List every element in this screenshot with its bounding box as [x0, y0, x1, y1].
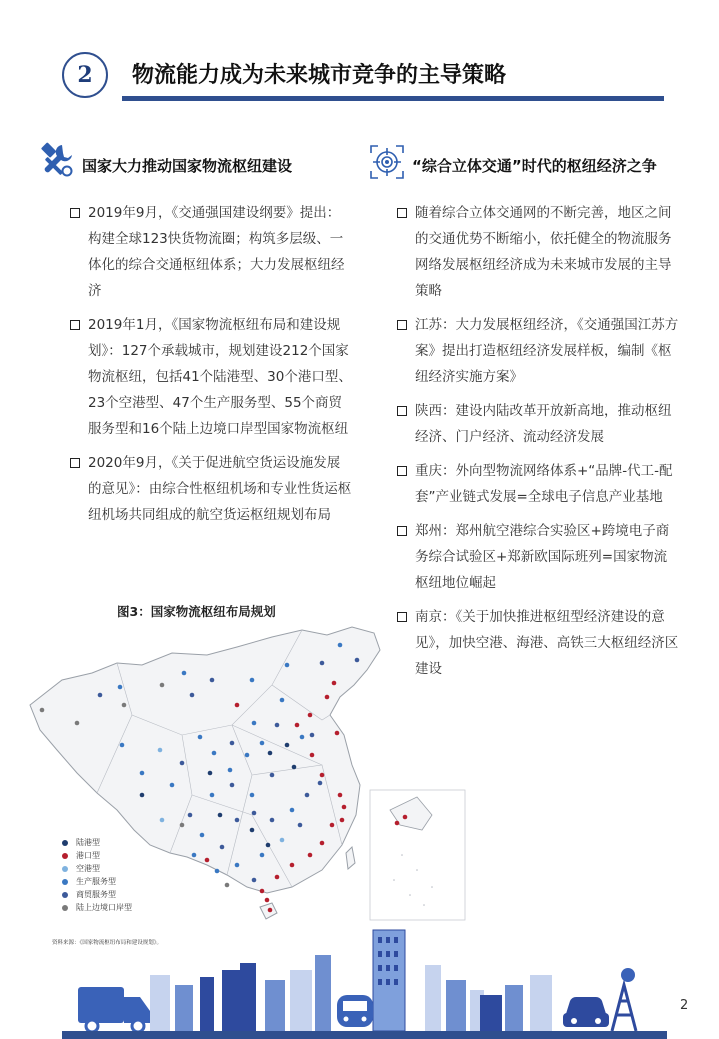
legend-item: 商贸服务型: [62, 888, 132, 901]
hub-dot: [98, 693, 103, 698]
legend-dot: [62, 866, 68, 872]
square-bullet-icon: [397, 406, 407, 416]
hub-dot: [305, 793, 310, 798]
hub-dot: [220, 845, 225, 850]
hub-dot: [266, 843, 271, 848]
legend-item: 生产服务型: [62, 875, 132, 888]
left-bullet-list: [70, 200, 352, 536]
square-bullet-icon: [70, 458, 80, 468]
list-item: 江苏：大力发展枢纽经济，《交通强国江苏方案》提出打造枢纽经济发展样板，编制《枢纽经济实施方案》: [397, 312, 679, 390]
hub-dot: [268, 751, 273, 756]
hub-dot: [285, 663, 290, 668]
hub-dot: [252, 811, 257, 816]
hub-dot: [208, 771, 213, 776]
hub-dot: [338, 643, 343, 648]
hub-dot: [355, 658, 360, 663]
hub-dot: [325, 695, 330, 700]
hub-dot: [252, 878, 257, 883]
hub-dot: [118, 685, 123, 690]
section-title: 物流能力成为未来城市竞争的主导策略: [132, 63, 507, 88]
car-icon: [563, 997, 609, 1027]
square-bullet-icon: [397, 208, 407, 218]
hub-dot: [228, 768, 233, 773]
legend-dot: [62, 840, 68, 846]
hub-dot: [252, 721, 257, 726]
legend-dot: [62, 892, 68, 898]
hub-dot: [250, 828, 255, 833]
hub-dot: [270, 773, 275, 778]
legend-item: 空港型: [62, 862, 132, 875]
hub-dot: [235, 818, 240, 823]
hub-dot: [215, 869, 220, 874]
hub-dot: [268, 908, 273, 913]
hub-dot: [290, 863, 295, 868]
hub-dot: [265, 898, 270, 903]
hub-dot: [290, 808, 295, 813]
square-bullet-icon: [70, 208, 80, 218]
hub-dot: [198, 735, 203, 740]
hub-dot: [190, 693, 195, 698]
hub-dot: [275, 875, 280, 880]
hub-dot: [182, 671, 187, 676]
hub-dot: [250, 678, 255, 683]
right-column-heading: “综合立体交通”时代的枢纽经济之争: [412, 157, 657, 175]
square-bullet-icon: [70, 320, 80, 330]
hub-dot: [230, 741, 235, 746]
right-bullet-list: [397, 200, 679, 690]
hub-dot: [158, 748, 163, 753]
legend-dot: [62, 879, 68, 885]
hub-dot: [320, 661, 325, 666]
ground-bar: [62, 1031, 667, 1039]
square-bullet-icon: [397, 526, 407, 536]
hub-dot: [292, 765, 297, 770]
hub-dot: [335, 731, 340, 736]
hub-dot: [160, 818, 165, 823]
hub-dot: [310, 753, 315, 758]
list-item: 随着综合立体交通网的不断完善，地区之间的交通优势不断缩小，依托健全的物流服务网络发展枢纽经济成为未来城市发展的主导策略: [397, 200, 679, 304]
hub-dot: [260, 889, 265, 894]
city-skyline-illustration: [0, 925, 719, 1039]
list-item: 郑州：郑州航空港综合实验区+跨境电子商务综合试验区+郑新欧国际班列=国家物流枢纽地位崛起: [397, 518, 679, 596]
hub-dot: [308, 713, 313, 718]
hub-dot: [212, 751, 217, 756]
hub-dot: [330, 823, 335, 828]
hub-dot: [210, 678, 215, 683]
hub-dot: [180, 823, 185, 828]
hub-dot: [235, 703, 240, 708]
target-icon: [368, 143, 406, 181]
hub-dot: [342, 805, 347, 810]
taiwan-island: [346, 847, 355, 869]
list-item: 陕西：建设内陆改革开放新高地，推动枢纽经济、门户经济、流动经济发展: [397, 398, 679, 450]
hub-dot: [170, 783, 175, 788]
legend-item: 港口型: [62, 849, 132, 862]
square-bullet-icon: [397, 466, 407, 476]
hub-dot: [180, 761, 185, 766]
hub-dot: [250, 793, 255, 798]
hub-dot: [320, 773, 325, 778]
hub-dot: [40, 708, 45, 713]
hammer-wrench-icon: [38, 142, 74, 178]
hub-dot: [285, 743, 290, 748]
left-column-heading: 国家大力推动国家物流枢纽建设: [82, 157, 293, 175]
hub-dot: [140, 793, 145, 798]
hub-dot: [218, 813, 223, 818]
page-number: 2: [680, 998, 689, 1013]
list-item: 重庆：外向型物流网络体系+“品牌-代工-配套”产业链式发展=全球电子信息产业基地: [397, 458, 679, 510]
hub-dot: [120, 743, 125, 748]
source-note: 资料来源：《国家物流枢纽布局和建设规划》。: [52, 940, 163, 946]
section-number-badge: 2: [62, 52, 108, 98]
hub-dot: [320, 841, 325, 846]
hub-dot: [192, 853, 197, 858]
list-item: 南京：《关于加快推进枢纽型经济建设的意见》，加快空港、海港、高铁三大枢纽经济区建设: [397, 604, 679, 682]
map-legend: [62, 836, 132, 914]
legend-dot: [62, 905, 68, 911]
hub-dot: [200, 833, 205, 838]
hub-dot: [275, 723, 280, 728]
hub-dot: [160, 683, 165, 688]
hub-dot: [260, 853, 265, 858]
hub-dot: [280, 838, 285, 843]
hub-dot: [395, 821, 400, 826]
hub-dot: [308, 853, 313, 858]
hub-dot: [340, 818, 345, 823]
hub-dot: [245, 753, 250, 758]
bus-icon: [337, 995, 373, 1027]
hub-dot: [310, 733, 315, 738]
list-item: 2019年9月，《交通强国建设纲要》提出：构建全球123快货物流圈；构筑多层级、一体化的综合交通枢纽体系；大力发展枢纽经济: [70, 200, 352, 304]
hub-dot: [300, 735, 305, 740]
legend-item: 陆上边境口岸型: [62, 901, 132, 914]
hub-dot: [225, 883, 230, 888]
hub-dot: [140, 771, 145, 776]
hub-dot: [298, 823, 303, 828]
hub-dot: [205, 858, 210, 863]
legend-item: 陆港型: [62, 836, 132, 849]
truck-icon: [78, 987, 150, 1032]
hub-dot: [210, 793, 215, 798]
list-item: 2020年9月，《关于促进航空货运设施发展的意见》：由综合性枢纽机场和专业性货运枢纽机场共同组成的航空货运枢纽规划布局: [70, 450, 352, 528]
hub-dot: [75, 721, 80, 726]
oil-derrick-icon: [612, 985, 636, 1031]
hub-dot: [122, 703, 127, 708]
hub-dot: [188, 813, 193, 818]
figure-caption: 图3：国家物流枢纽布局规划: [117, 604, 276, 619]
square-bullet-icon: [397, 612, 407, 622]
hub-dot: [270, 818, 275, 823]
hub-dot: [260, 741, 265, 746]
title-underline: [122, 96, 664, 101]
legend-dot: [62, 853, 68, 859]
hub-dot: [332, 681, 337, 686]
hub-dot: [295, 723, 300, 728]
square-bullet-icon: [397, 320, 407, 330]
list-item: 2019年1月，《国家物流枢纽布局和建设规划》：127个承载城市，规划建设212个国家物流枢纽，包括41个陆港型、30个港口型、23个空港型、47个生产服务型、55个商贸服务型和16个陆上边境口岸型国家物流枢纽: [70, 312, 352, 442]
hub-dot: [230, 783, 235, 788]
hub-dot: [235, 863, 240, 868]
hub-dot: [338, 793, 343, 798]
hub-dot: [280, 698, 285, 703]
hub-dot: [318, 781, 323, 786]
hub-dot: [403, 815, 408, 820]
